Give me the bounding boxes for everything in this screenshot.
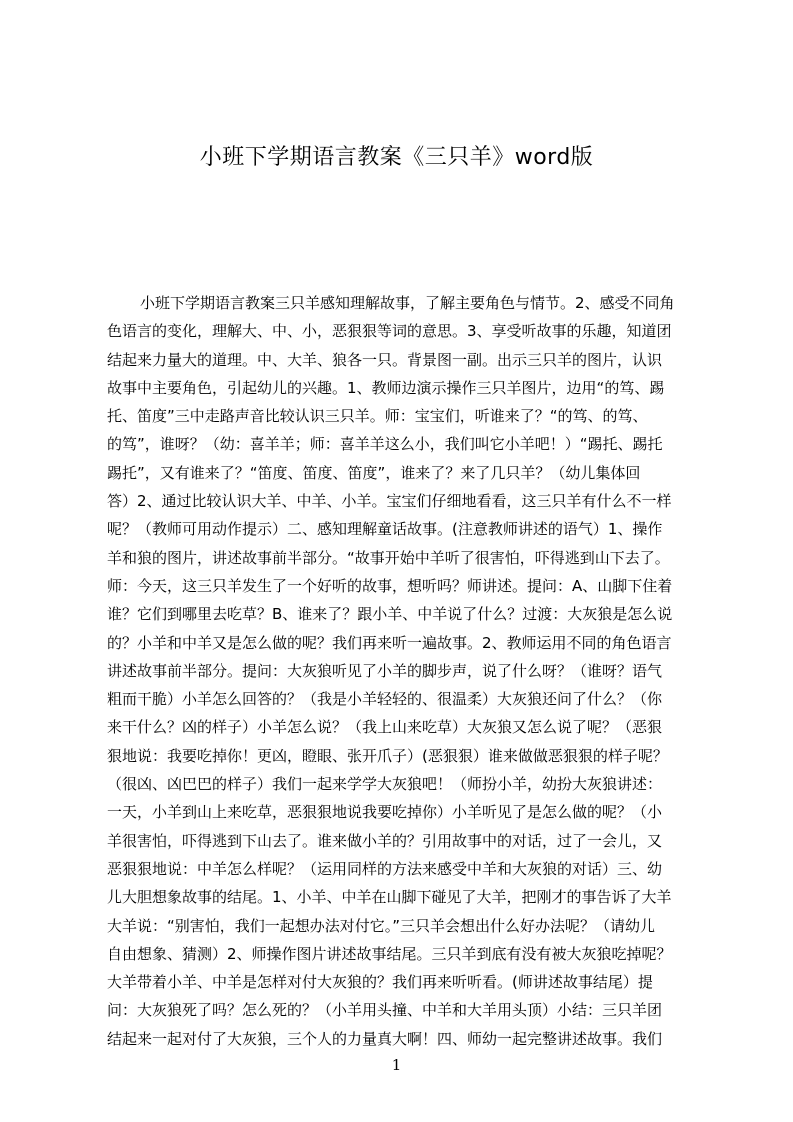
body-line: 讲述故事前半部分。提问：大灰狼听见了小羊的脚步声，说了什么呀？（谁呀？语气 <box>107 661 663 680</box>
body-line: 的？小羊和中羊又是怎么做的呢？我们再来听一遍故事。2、教师运用不同的角色语言 <box>107 633 672 652</box>
body-line: 羊和狼的图片，讲述故事前半部分。“故事开始中羊听了很害怕，吓得逃到山下去了。 <box>107 548 670 567</box>
body-line: 小班下学期语言教案三只羊感知理解故事，了解主要角色与情节。2、感受不同角 <box>140 294 675 312</box>
body-line: 师：今天，这三只羊发生了一个好听的故事，想听吗？师讲述。提问：A、山脚下住着 <box>107 576 673 595</box>
body-line: 大羊带着小羊、中羊是怎样对付大灰狼的？我们再来听听看。(师讲述故事结尾）提 <box>107 973 653 992</box>
body-line: 托、笛度”三中走路声音比较认识三只羊。师：宝宝们，听谁来了？“的笃、的笃、 <box>107 407 648 426</box>
body-line: 大羊说：“别害怕，我们一起想办法对付它。”三只羊会想出什么好办法呢？（请幼儿 <box>107 916 656 935</box>
body-line: （很凶、凶巴巴的样子）我们一起来学学大灰狼吧！（师扮小羊，幼扮大灰狼讲述： <box>107 775 663 794</box>
body-line: 羊很害怕，吓得逃到下山去了。谁来做小羊的？引用故事中的对话，过了一会儿，又 <box>107 831 663 850</box>
body-line: 呢？（教师可用动作提示）二、感知理解童话故事。(注意教师讲述的语气）1、操作 <box>107 520 663 539</box>
body-line: 狠地说：我要吃掉你！更凶，瞪眼、张开爪子）(恶狠狠）谁来做做恶狠狠的样子呢？ <box>107 746 668 765</box>
body-line: 一天，小羊到山上来吃草，恶狠狠地说我要吃掉你）小羊听见了是怎么做的呢？（小 <box>107 803 663 822</box>
body-line: 踢托”，又有谁来了？“笛度、笛度、笛度”，谁来了？来了几只羊？（幼儿集体回 <box>107 463 641 482</box>
body-line: 儿大胆想象故事的结尾。1、小羊、中羊在山脚下碰见了大羊，把刚才的事告诉了大羊 <box>107 888 672 907</box>
body-line: 色语言的变化，理解大、中、小，恶狠狠等词的意思。3、享受听故事的乐趣，知道团 <box>107 322 672 341</box>
body-line: 结起来力量大的道理。中、大羊、狼各一只。背景图一副。出示三只羊的图片，认识 <box>107 350 663 369</box>
body-line: 自由想象、猜测）2、师操作图片讲述故事结尾。三只羊到底有没有被大灰狼吃掉呢？ <box>107 944 672 963</box>
body-line: 谁？它们到哪里去吃草？B、谁来了？跟小羊、中羊说了什么？过渡：大灰狼是怎么说 <box>107 605 673 624</box>
page-number: 1 <box>391 1056 402 1074</box>
body-line: 来干什么？凶的样子）小羊怎么说？（我上山来吃草）大灰狼又怎么说了呢？（恶狠 <box>107 718 663 737</box>
body-line: 结起来一起对付了大灰狼，三个人的力量真大啊！四、师幼一起完整讲述故事。我们 <box>107 1029 663 1048</box>
body-line: 的笃”，谁呀？（幼：喜羊羊；师：喜羊羊这么小，我们叫它小羊吧！）“踢托、踢托 <box>107 435 663 454</box>
body-line: 答）2、通过比较认识大羊、中羊、小羊。宝宝们仔细地看看，这三只羊有什么不一样 <box>107 492 672 511</box>
body-line: 恶狠狠地说：中羊怎么样呢？（运用同样的方法来感受中羊和大灰狼的对话）三、幼 <box>107 859 663 878</box>
body-line: 故事中主要角色，引起幼儿的兴趣。1、教师边演示操作三只羊图片，边用“的笃、踢 <box>107 378 665 397</box>
body-line: 粗而干脆）小羊怎么回答的？（我是小羊轻轻的、很温柔）大灰狼还问了什么？（你 <box>107 690 663 709</box>
document-title: 小班下学期语言教案《三只羊》word版 <box>199 145 594 170</box>
document-body <box>107 289 697 1048</box>
body-line: 问：大灰狼死了吗？怎么死的？（小羊用头撞、中羊和大羊用头顶）小结：三只羊团 <box>107 1001 663 1020</box>
